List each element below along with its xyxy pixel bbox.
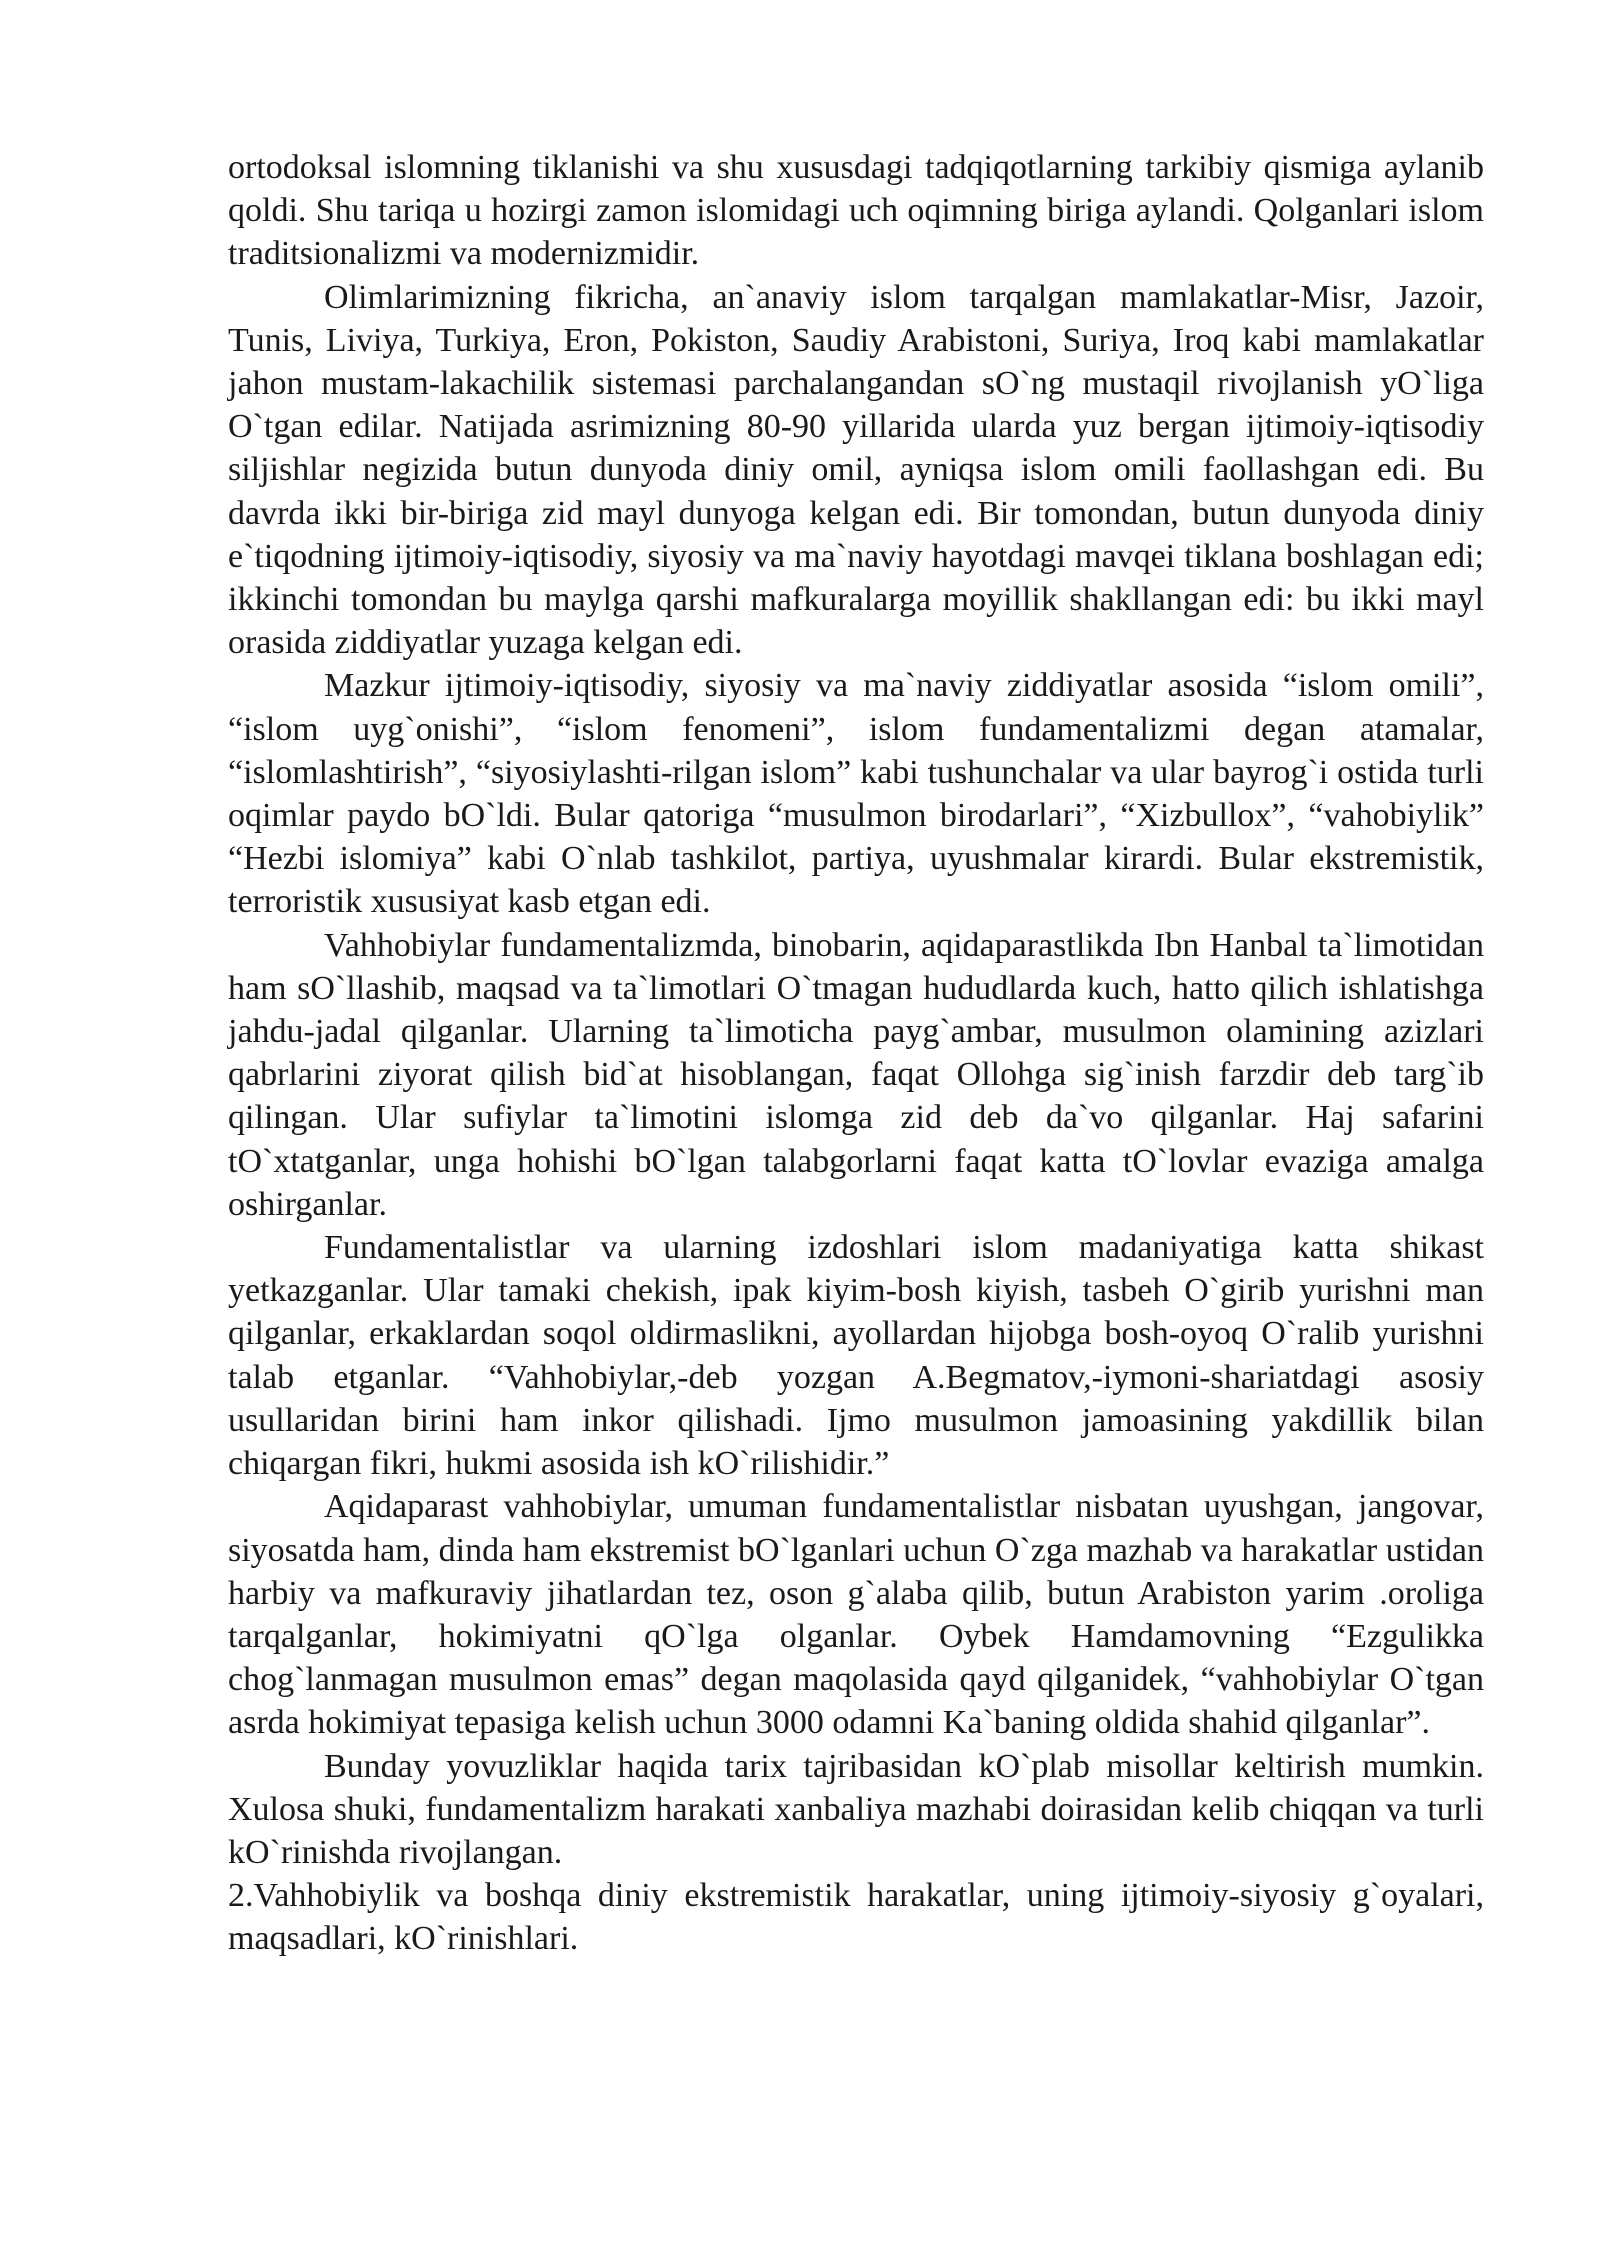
paragraph-islam-terms: Mazkur ijtimoiy-iqtisodiy, siyosiy va ma`naviy ziddiyatlar asosida “islom omili”, “islom uyg`onishi”, “islom fenomeni”, islom fundamentalizmi degan atamalar, “islomlashtirish”, “siyosiylashti-rilgan islom” kabi tushunchalar va ular bayrog`i ostida turli oqimlar paydo bO`ldi. Bular qatoriga “musulmon birodarlari”, “Xizbullox”, “vahobiylik” “Hezbi islomiya” kabi O`nlab tashkilot, partiya, uyushmalar kirardi. Bular ekstremistik, terroristik xususiyat kasb etgan edi. [228,667,1484,921]
document-page [228,146,1484,1961]
paragraph-fundamentalists: Fundamentalistlar va ularning izdoshlari islom madaniyatiga katta shikast yetkazganlar. Ular tamaki chekish, ipak kiyim-bosh kiyish, tasbeh O`girib yurishni man qilganlar, erkaklardan soqol oldirmaslikni, ayollardan hijobga bosh-oyoq O`ralib yurishni talab etganlar. “Vahhobiylar,-deb yozgan A.Begmatov,-iymoni-shariatdagi asosiy usullaridan birini ham inkor qilishadi. Ijmo musulmon jamoasining yakdillik bilan chiqargan fikri, hukmi asosida ish kO`rilishidir.” [228,1229,1484,1483]
paragraph-conclusion: Bunday yovuzliklar haqida tarix tajribasidan kO`plab misollar keltirish mumkin. Xulosa shuki, fundamentalizm harakati xanbaliya mazhabi doirasidan kelib chiqqan va turli kO`rinishda rivojlangan. [228,1747,1484,1871]
paragraph-continuation: ortodoksal islomning tiklanishi va shu xususdagi tadqiqotlarning tarkibiy qismiga aylanib qoldi. Shu tariqa u hozirgi zamon islomidagi uch oqimning biriga aylandi. Qolganlari islom traditsionalizmi va modernizmidir. [228,149,1484,273]
paragraph-aqidaparast: Aqidaparast vahhobiylar, umuman fundamentalistlar nisbatan uyushgan, jangovar, siyosatda ham, dinda ham ekstremist bO`lganlari uchun O`zga mazhab va harakatlar ustidan harbiy va mafkuraviy jihatlardan tez, oson g`alaba qilib, butun Arabiston yarim .oroliga tarqalganlar, hokimiyatni qO`lga olganlar. Oybek Hamdamovning “Ezgulikka chog`lanmagan musulmon emas” degan maqolasida qayd qilganidek, “vahhobiylar O`tgan asrda hokimiyat tepasiga kelish uchun 3000 odamni Ka`baning oldida shahid qilganlar”. [228,1488,1484,1742]
paragraph-islamic-countries: Olimlarimizning fikricha, an`anaviy islom tarqalgan mamlakatlar-Misr, Jazoir, Tunis, Liviya, Turkiya, Eron, Pokiston, Saudiy Arabistoni, Suriya, Iroq kabi mamlakatlar jahon mustam-lakachilik sistemasi parchalangandan sO`ng mustaqil rivojlanish yO`liga O`tgan edilar. Natijada asrimizning 80-90 yillarida ularda yuz bergan ijtimoiy-iqtisodiy siljishlar negizida butun dunyoda diniy omil, ayniqsa islom omili faollashgan edi. Bu davrda ikki bir-biriga zid mayl dunyoga kelgan edi. Bir tomondan, butun dunyoda diniy e`tiqodning ijtimoiy-iqtisodiy, siyosiy va ma`naviy hayotdagi mavqei tiklana boshlagan edi; ikkinchi tomondan bu maylga qarshi mafkuralarga moyillik shakllangan edi: bu ikki mayl orasida ziddiyatlar yuzaga kelgan edi. [228,278,1484,662]
section-heading: 2.Vahhobiylik va boshqa diniy ekstremistik harakatlar, uning ijtimoiy-siyosiy g`oyalari, maqsadlari, kO`rinishlari. [228,1877,1484,1958]
paragraph-wahhabism: Vahhobiylar fundamentalizmda, binobarin, aqidaparastlikda Ibn Hanbal ta`limotidan ham sO`llashib, maqsad va ta`limotlari O`tmagan hududlarda kuch, hatto qilich ishlatishga jahdu-jadal qilganlar. Ularning ta`limoticha payg`ambar, musulmon olamining azizlari qabrlarini ziyorat qilish bid`at hisoblangan, faqat Ollohga sig`inish farzdir deb targ`ib qilingan. Ular sufiylar ta`limotini islomga zid deb da`vo qilganlar. Haj safarini tO`xtatganlar, unga hohishi bO`lgan talabgorlarni faqat katta tO`lovlar evaziga amalga oshirganlar. [228,926,1484,1223]
